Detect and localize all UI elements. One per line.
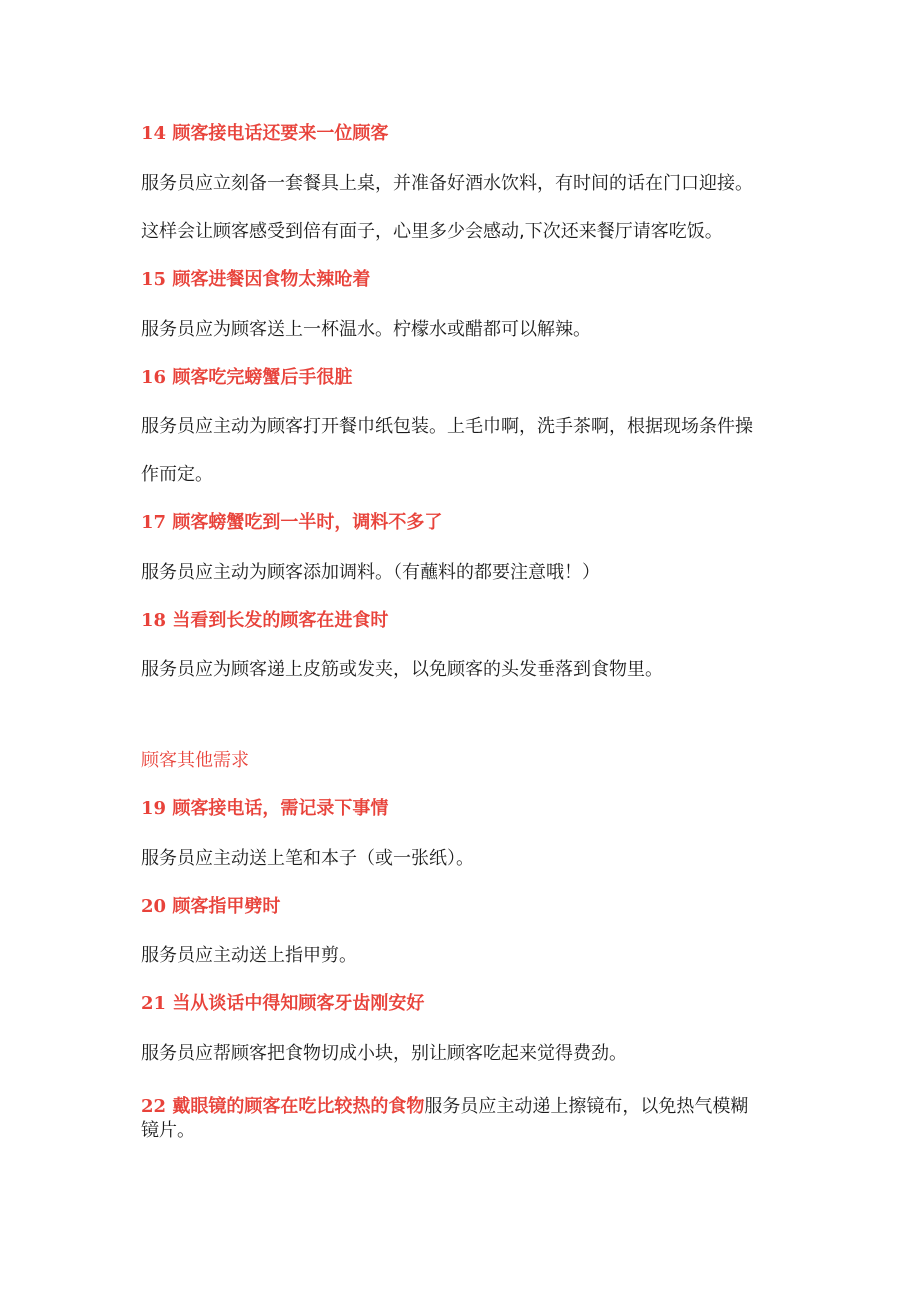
item-heading-18: 18 当看到长发的顾客在进食时 xyxy=(141,610,389,631)
item-body-18-line-1: 服务员应为顾客递上皮筋或发夹，以免顾客的头发垂落到食物里。 xyxy=(141,659,663,680)
item-body-16-line-1: 服务员应主动为顾客打开餐巾纸包装。上毛巾啊，洗手茶啊，根据现场条件操 xyxy=(141,416,753,437)
item-heading-19: 19 顾客接电话，需记录下事情 xyxy=(141,798,389,819)
item-heading-15: 15 顾客进餐因食物太辣呛着 xyxy=(141,269,371,290)
item-heading-21: 21 当从谈话中得知顾客牙齿刚安好 xyxy=(141,993,425,1014)
section-title: 顾客其他需求 xyxy=(141,750,249,771)
item-heading-22: 22 戴眼镜的顾客在吃比较热的食物 xyxy=(141,1096,425,1117)
item-body-14-line-2: 这样会让顾客感受到倍有面子，心里多少会感动,下次还来餐厅请客吃饭。 xyxy=(141,221,723,242)
item-body-16-line-2: 作而定。 xyxy=(141,464,213,485)
item-body-21-line-1: 服务员应帮顾客把食物切成小块，别让顾客吃起来觉得费劲。 xyxy=(141,1043,627,1064)
item-body-19-line-1: 服务员应主动送上笔和本子（或一张纸）。 xyxy=(141,848,474,869)
item-body-22-inline: 服务员应主动递上擦镜布，以免热气模糊 xyxy=(424,1096,749,1117)
item-heading-20: 20 顾客指甲劈时 xyxy=(141,896,281,917)
item-heading-17: 17 顾客螃蟹吃到一半时，调料不多了 xyxy=(141,512,443,533)
item-heading-14: 14 顾客接电话还要来一位顾客 xyxy=(141,123,389,144)
item-body-15-line-1: 服务员应为顾客送上一杯温水。柠檬水或醋都可以解辣。 xyxy=(141,319,591,340)
item-body-14-line-1: 服务员应立刻备一套餐具上桌，并准备好酒水饮料，有时间的话在门口迎接。 xyxy=(141,173,753,194)
item-body-22-line-2: 镜片。 xyxy=(141,1120,195,1141)
item-22-line-1 xyxy=(141,1095,748,1119)
item-body-17-line-1: 服务员应主动为顾客添加调料。（有蘸料的都要注意哦！） xyxy=(141,562,600,583)
item-body-20-line-1: 服务员应主动送上指甲剪。 xyxy=(141,945,357,966)
item-heading-16: 16 顾客吃完螃蟹后手很脏 xyxy=(141,367,353,388)
